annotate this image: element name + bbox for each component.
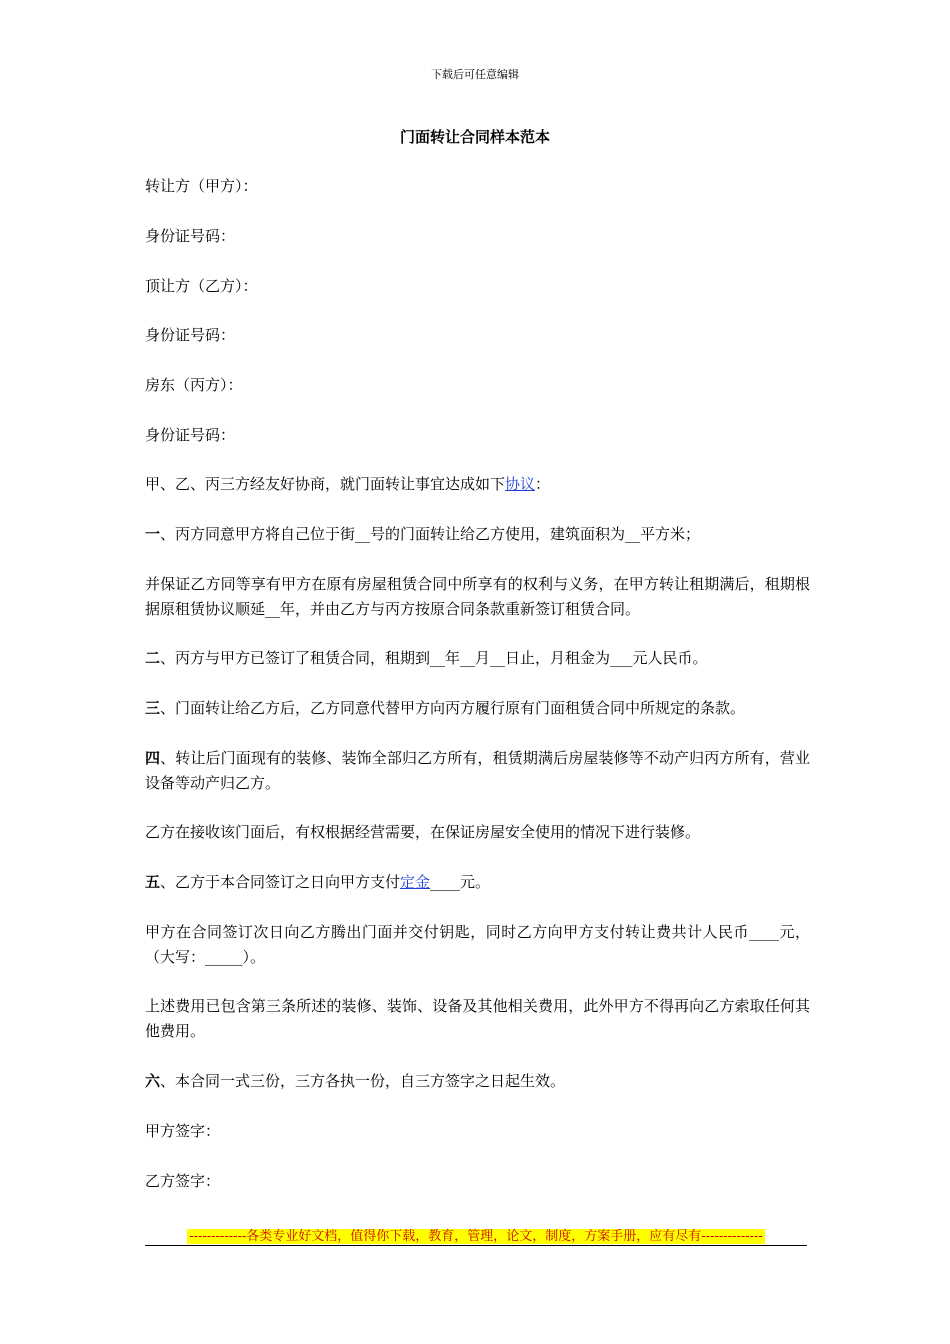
clause-5-detail-payment: 甲方在合同签订次日向乙方腾出门面并交付钥匙，同时乙方向甲方支付转让费共计人民币____元，（大写：_____）。 xyxy=(145,923,810,966)
page-footer xyxy=(145,1225,807,1246)
clause-number: 一 xyxy=(145,525,161,543)
document-title: 门面转让合同样本范本 xyxy=(399,128,550,146)
party-b-signature: 乙方签字： xyxy=(145,1172,221,1190)
clause-text: 、本合同一式三份，三方各执一份，自三方签字之日起生效。 xyxy=(160,1072,566,1090)
clause-1-detail: 并保证乙方同等享有甲方在原有房屋租赁合同中所享有的权利与义务，在甲方转让租期满后，租期根据原租赁协议顺延__年，并由乙方与丙方按原合同条款重新签订租赁合同。 xyxy=(145,575,810,618)
clause-5-detail-fees: 上述费用已包含第三条所述的装修、装饰、设备及其他相关费用，此外甲方不得再向乙方索取任何其他费用。 xyxy=(145,997,810,1040)
clause-4-detail: 乙方在接收该门面后，有权根据经营需要，在保证房屋安全使用的情况下进行装修。 xyxy=(145,823,701,841)
clause-number: 三 xyxy=(145,699,161,717)
landlord-field: 房东（丙方）： xyxy=(145,376,243,394)
agreement-link[interactable]: 协议 xyxy=(505,475,536,493)
clause-3 xyxy=(145,696,810,721)
clause-text: 、丙方同意甲方将自己位于街__号的门面转让给乙方使用，建筑面积为__平方米； xyxy=(160,525,701,543)
clause-5 xyxy=(145,870,810,895)
clause-6 xyxy=(145,1069,810,1094)
clause-4 xyxy=(145,746,810,796)
transferee-field: 顶让方（乙方）： xyxy=(145,277,258,295)
intro-colon: ： xyxy=(535,475,551,493)
footer-banner: -------------各类专业好文档，值得你下载，教育，管理，论文，制度，方案手册，应有尽有-------------- xyxy=(189,1229,763,1244)
clause-1 xyxy=(145,522,810,547)
clause-number: 二 xyxy=(145,649,161,667)
transferor-field: 转让方（甲方）： xyxy=(145,177,258,195)
landlord-id-field: 身份证号码： xyxy=(145,426,236,444)
intro-text: 甲、乙、丙三方经友好协商，就门面转让事宜达成如下 xyxy=(145,475,506,493)
party-a-signature: 甲方签字： xyxy=(145,1122,221,1140)
intro-paragraph xyxy=(145,472,810,497)
clause-text: 、门面转让给乙方后，乙方同意代替甲方向丙方履行原有门面租赁合同中所规定的条款。 xyxy=(160,699,746,717)
clause-number: 六 xyxy=(145,1072,161,1090)
deposit-link[interactable]: 定金 xyxy=(400,873,431,891)
clause-text: 、转让后门面现有的装修、装饰全部归乙方所有，租赁期满后房屋装修等不动产归丙方所有，营业设备等动产归乙方。 xyxy=(145,749,810,792)
transferee-id-field: 身份证号码： xyxy=(145,326,236,344)
clause-number: 五 xyxy=(145,873,161,891)
page-header: 下载后可任意编辑 xyxy=(431,68,519,81)
clause-2 xyxy=(145,646,810,671)
clause-text: 、乙方于本合同签订之日向甲方支付 xyxy=(160,873,401,891)
clause-number: 四 xyxy=(145,749,161,767)
clause-text-end: ____元。 xyxy=(430,873,491,891)
clause-text: 、丙方与甲方已签订了租赁合同，租期到__年__月__日止，月租金为___元人民币。 xyxy=(160,649,708,667)
transferor-id-field: 身份证号码： xyxy=(145,227,236,245)
